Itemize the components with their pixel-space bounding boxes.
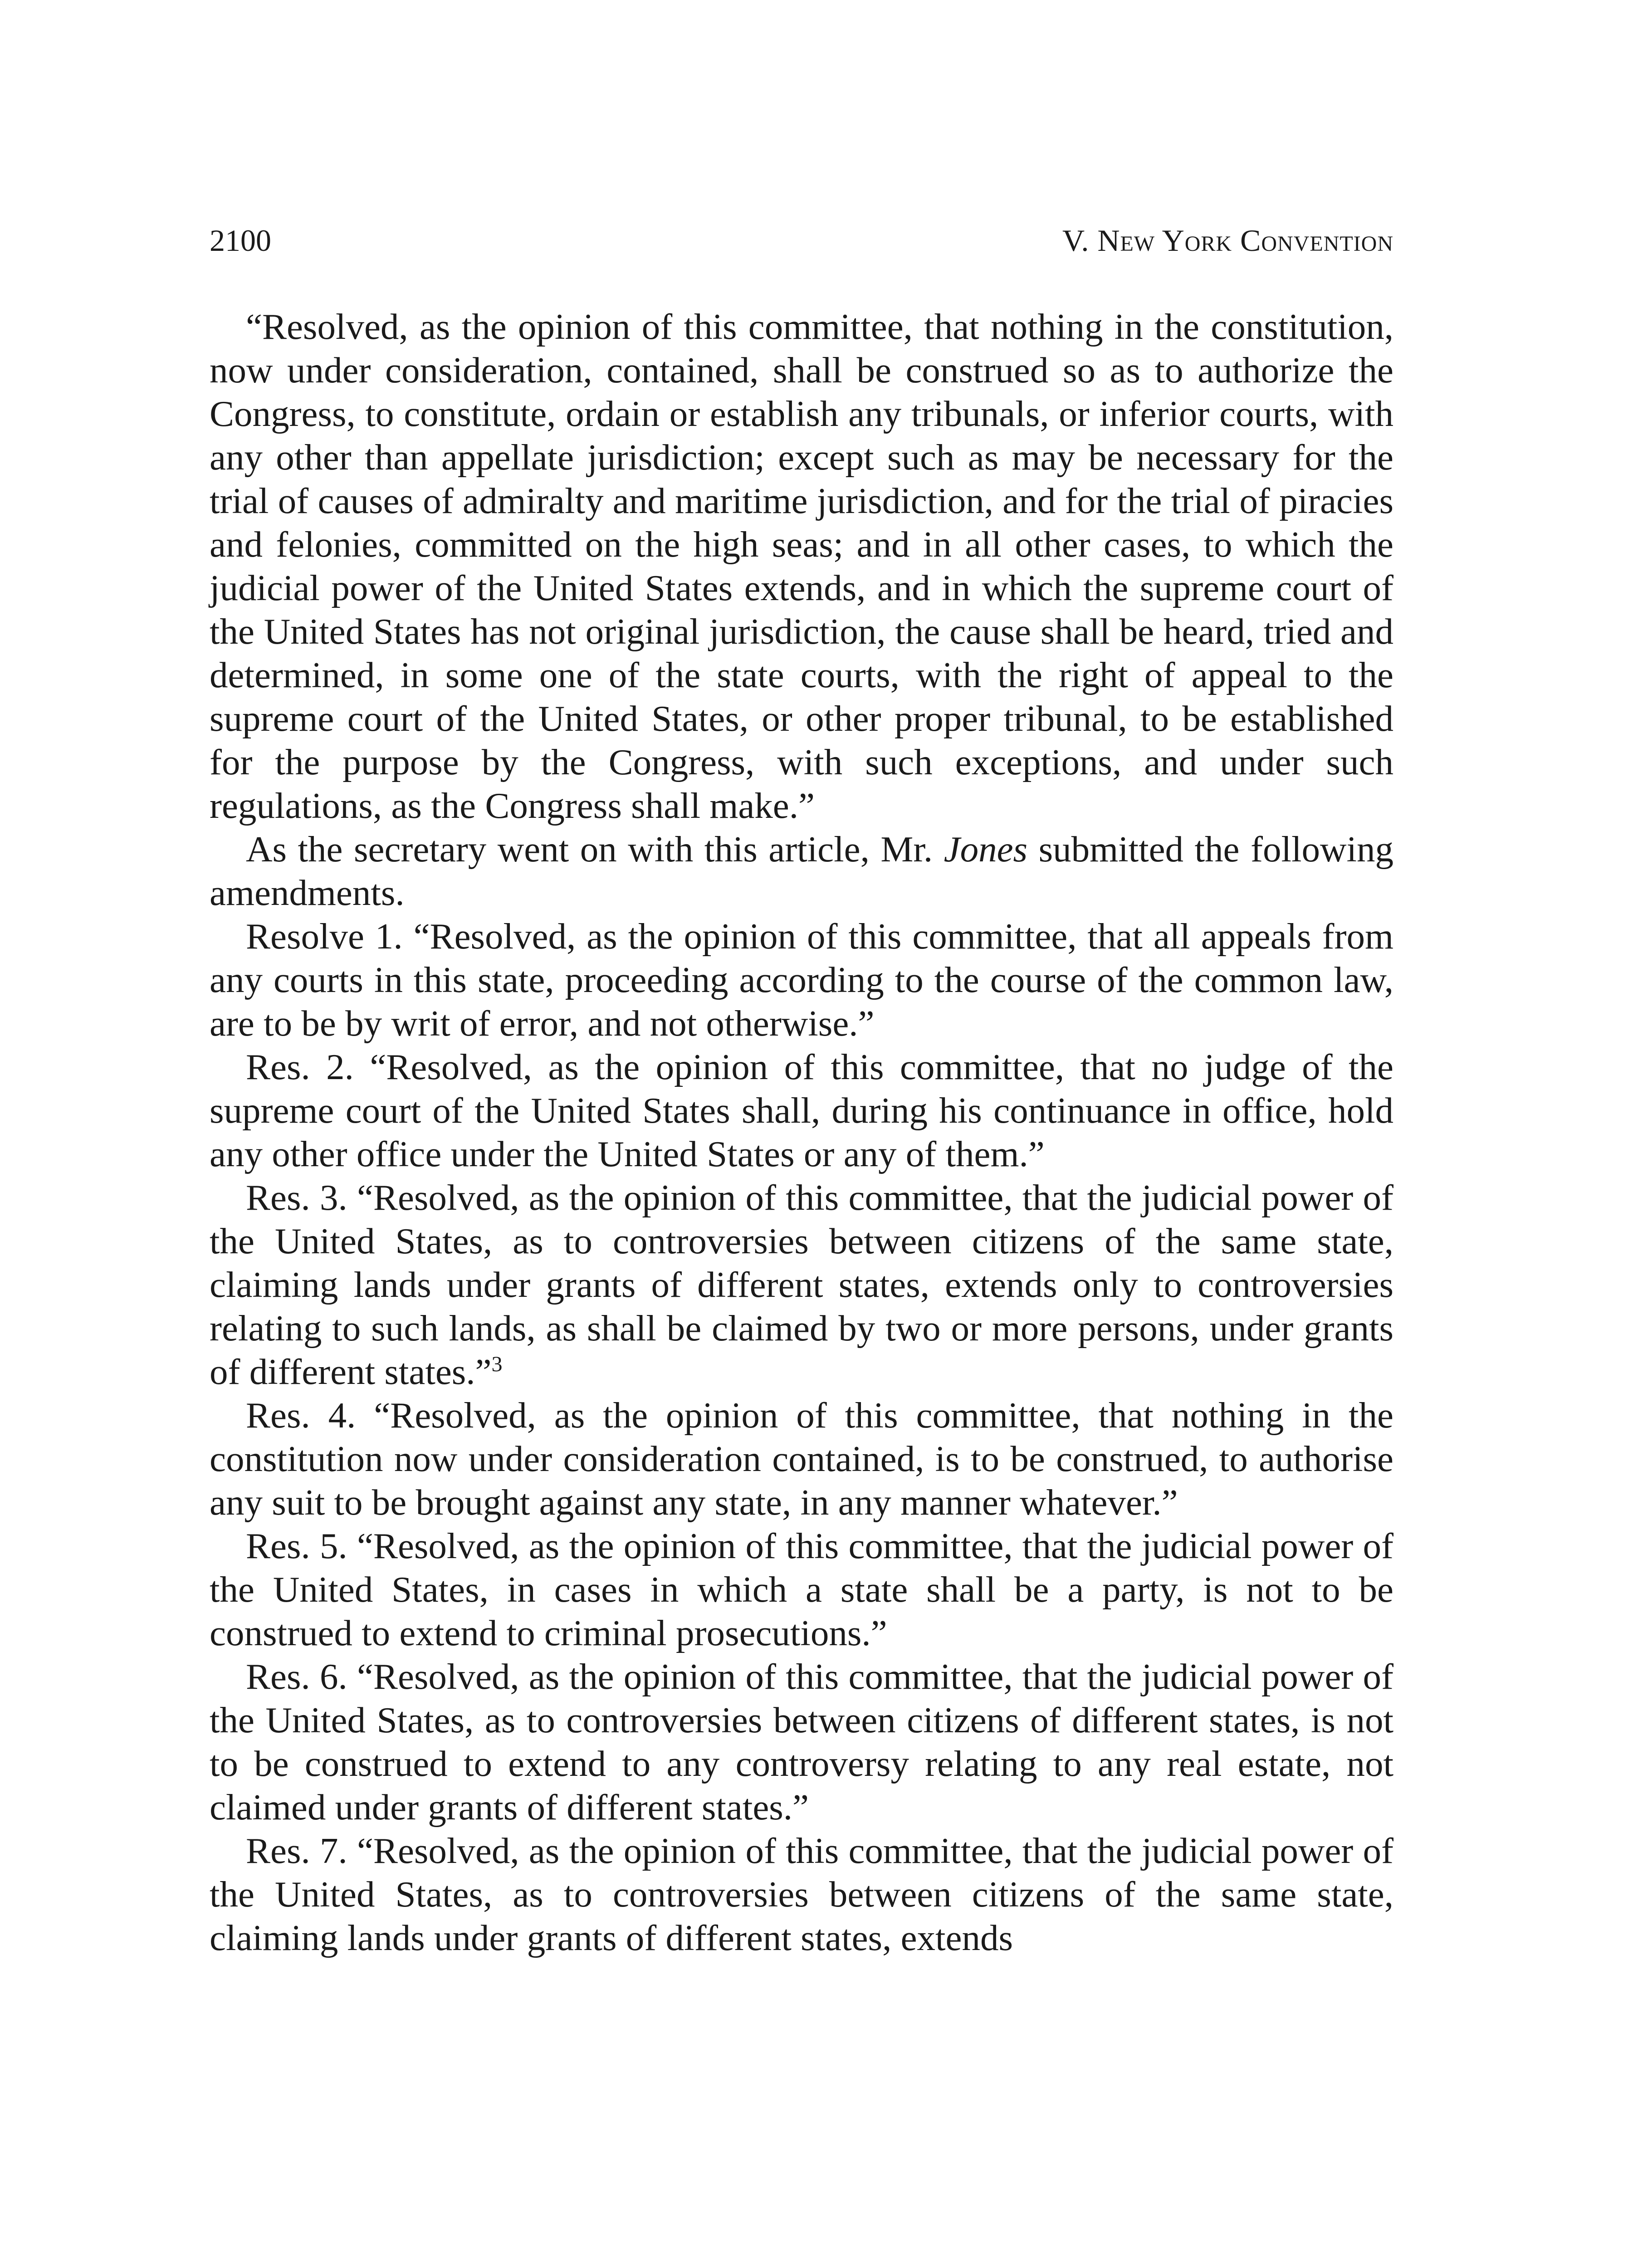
person-name: Jones: [944, 829, 1028, 870]
amendment-paragraph-7: Res. 7. “Resolved, as the opinion of this committee, that the judicial power of the United States, as to controversies between citizens of the same state, claiming lands under grants of different states, extends: [210, 1830, 1393, 1958]
page-number: 2100: [210, 223, 271, 258]
footnote-reference[interactable]: 3: [491, 1352, 503, 1376]
amendment-paragraph-2: Res. 2. “Resolved, as the opinion of this committee, that no judge of the supreme court of the United States shall, during his continuance in office, hold any other office under the United States or any of them.”: [210, 1046, 1393, 1174]
narrative-text-end: submitted the following amendments.: [210, 829, 1393, 913]
body-text: [210, 305, 1393, 1960]
amendment-paragraph-5: Res. 5. “Resolved, as the opinion of this committee, that the judicial power of the United States, in cases in which a state shall be a party, is not to be construed to extend to criminal prosecutions.”: [210, 1525, 1393, 1653]
amendment-paragraph-6: Res. 6. “Resolved, as the opinion of this committee, that the judicial power of the United States, as to controversies between citizens of different states, is not to be construed to extend to any controversy relating to any real estate, not claimed under grants of different states.”: [210, 1656, 1393, 1828]
resolution-paragraph: “Resolved, as the opinion of this committee, that nothing in the constitution, now under consideration, contained, shall be construed so as to authorize the Congress, to constitute, ordain or establish any tribunals, or inferior courts, with any other than appellate jurisdiction; except such as may be necessary for the trial of causes of admiralty and maritime jurisdiction, and for the trial of piracies and felonies, committed on the high seas; and in all other cases, to which the judicial power of the United States extends, and in which the supreme court of the United States has not original jurisdiction, the cause shall be heard, tried and determined, in some one of the state courts, with the right of appeal to the supreme court of the United States, or other proper tribunal, to be established for the purpose by the Congress, with such exceptions, and under such regulations, as the Congress shall make.”: [210, 306, 1393, 826]
amendment-paragraph-1: Resolve 1. “Resolved, as the opinion of this committee, that all appeals from any courts in this state, proceeding according to the course of the common law, are to be by writ of error, and not otherwise.”: [210, 916, 1393, 1044]
running-head: [210, 218, 1393, 263]
amendment-paragraph-4: Res. 4. “Resolved, as the opinion of this committee, that nothing in the constitution now under consideration contained, is to be construed, to authorise any suit to be brought against any state, in any manner whatever.”: [210, 1395, 1393, 1523]
narrative-text-start: As the secretary went on with this article, Mr.: [246, 829, 944, 870]
narrative-paragraph: [210, 827, 1393, 914]
section-title: V. New York Convention: [1062, 223, 1393, 258]
amendment-text-3: Res. 3. “Resolved, as the opinion of this committee, that the judicial power of the United States, as to controversies between citizens of the same state, claiming lands under grants of different states, extends only to controversies relating to such lands, as shall be claimed by two or more persons, under grants of different states.”: [210, 1177, 1393, 1392]
amendment-paragraph-3: [210, 1176, 1393, 1393]
